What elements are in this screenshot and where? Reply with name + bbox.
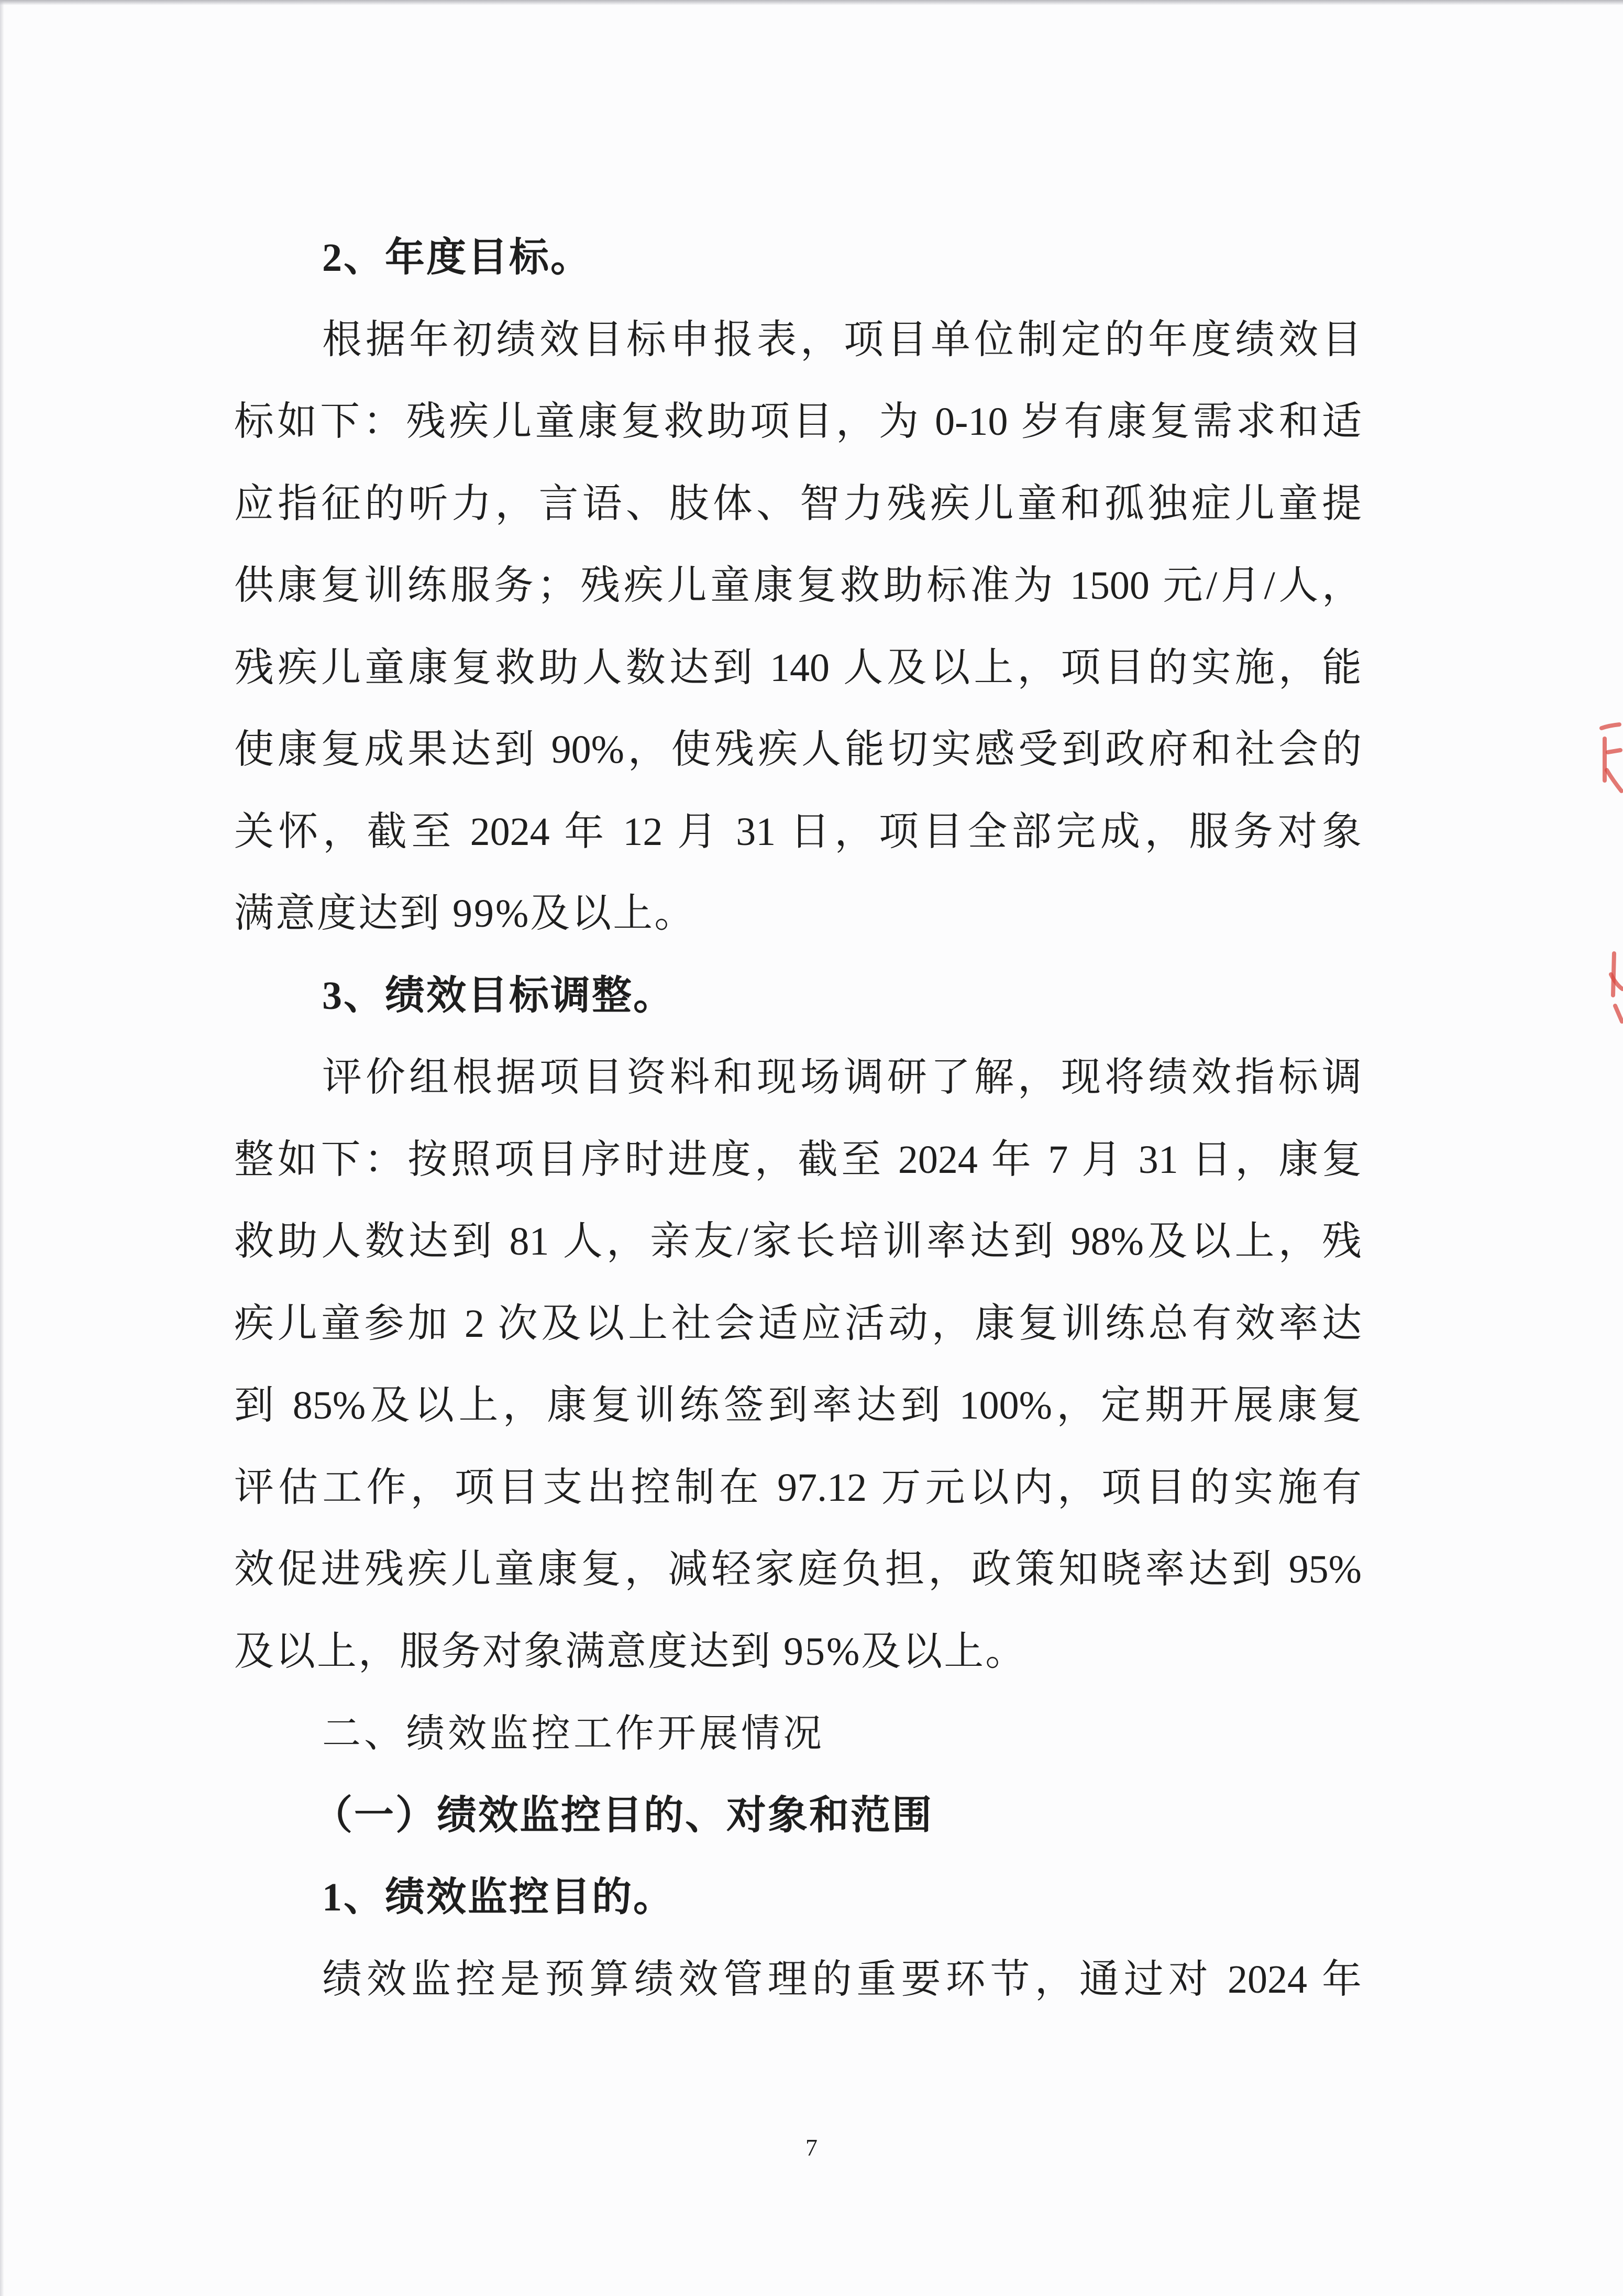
- scan-edge-top: [0, 0, 1623, 5]
- paragraph-line: 绩效监控是预算绩效管理的重要环节，通过对 2024 年: [322, 1957, 1362, 2002]
- heading-annual-goal: 2、年度目标。: [322, 236, 592, 280]
- paragraph-line: 根据年初绩效目标申报表，项目单位制定的年度绩效目: [322, 317, 1362, 362]
- paragraph-line: 关怀，截至 2024 年 12 月 31 日，项目全部完成，服务对象: [234, 809, 1362, 854]
- paragraph-line: 残疾儿童康复救助人数达到 140 人及以上，项目的实施，能: [234, 645, 1362, 690]
- paragraph-line: 及以上，服务对象满意度达到 95%及以上。: [234, 1629, 1027, 1674]
- paragraph-line: 应指征的听力，言语、肢体、智力残疾儿童和孤独症儿童提: [234, 481, 1362, 526]
- paragraph-line: 整如下：按照项目序时进度，截至 2024 年 7 月 31 日，康复: [234, 1137, 1362, 1182]
- paragraph-line: 评估工作，项目支出控制在 97.12 万元以内，项目的实施有: [234, 1465, 1362, 1510]
- paragraph-monitoring-purpose: [234, 1939, 1362, 2021]
- paragraph-line: 到 85%及以上，康复训练签到率达到 100%，定期开展康复: [234, 1383, 1362, 1427]
- red-seal-fragment: [1592, 702, 1623, 1037]
- section-title: 二、绩效监控工作开展情况: [322, 1711, 825, 1756]
- heading-goal-adjustment: 3、绩效目标调整。: [322, 973, 675, 1018]
- paragraph-line: 效促进残疾儿童康复，减轻家庭负担，政策知晓率达到 95%: [234, 1547, 1362, 1591]
- paragraph-line: 标如下：残疾儿童康复救助项目，为 0-10 岁有康复需求和适: [234, 400, 1362, 444]
- paragraph-line: 疾儿童参加 2 次及以上社会适应活动，康复训练总有效率达: [234, 1301, 1362, 1346]
- paragraph-line: 使康复成果达到 90%，使残疾人能切实感受到政府和社会的: [234, 728, 1362, 772]
- scan-edge-left: [0, 0, 4, 2296]
- subsection-title: （一）绩效监控目的、对象和范围: [313, 1793, 933, 1838]
- paragraph-line: 满意度达到 99%及以上。: [234, 892, 696, 936]
- page-body: [234, 217, 1362, 2020]
- paragraph-line: 评价组根据项目资料和现场调研了解，现将绩效指标调: [322, 1056, 1362, 1100]
- paragraph-annual-goal: [234, 299, 1362, 955]
- paragraph-line: 供康复训练服务；残疾儿童康复救助标准为 1500 元/月/人，: [234, 564, 1362, 608]
- paragraph-line: 救助人数达到 81 人，亲友/家长培训率达到 98%及以上，残: [234, 1220, 1362, 1264]
- paragraph-goal-adjustment: [234, 1037, 1362, 1693]
- heading-monitoring-purpose: 1、绩效监控目的。: [322, 1875, 675, 1919]
- page-number: 7: [805, 2134, 818, 2161]
